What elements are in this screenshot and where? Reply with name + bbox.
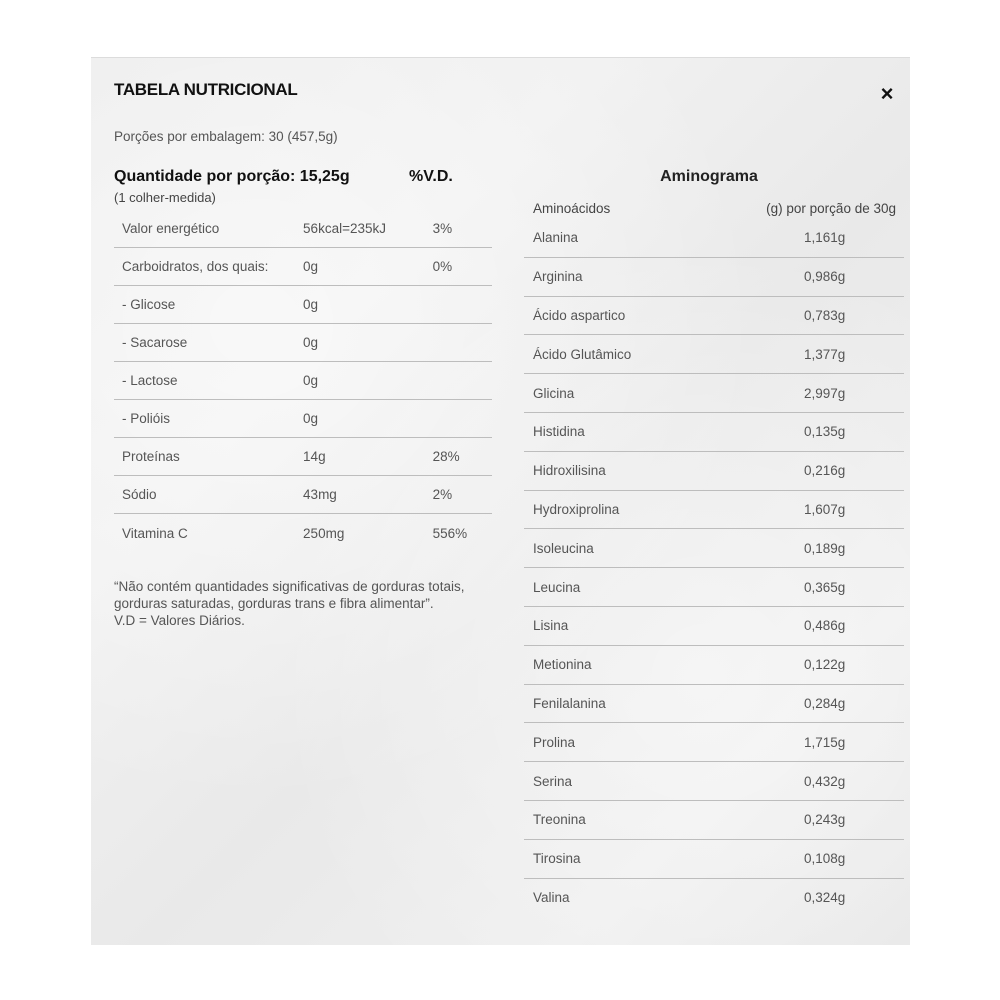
amino-value: 1,377g	[804, 346, 846, 362]
nutrient-name: Carboidratos, dos quais:	[122, 259, 269, 274]
aminogram-col-value: (g) por porção de 30g	[766, 201, 896, 216]
aminogram-table	[524, 219, 904, 917]
table-row	[524, 762, 904, 801]
table-row	[524, 607, 904, 646]
amino-name: Ácido Glutâmico	[533, 346, 632, 362]
table-row	[114, 286, 492, 324]
amino-name: Arginina	[533, 269, 583, 285]
table-row	[524, 879, 904, 918]
table-row	[524, 452, 904, 491]
nutrient-vd: 28%	[432, 449, 460, 464]
nutrient-amount: 14g	[303, 449, 326, 464]
amino-value: 0,122g	[804, 657, 846, 673]
portion-measure: (1 colher-medida)	[114, 190, 216, 205]
close-icon[interactable]: ×	[880, 81, 894, 106]
nutrient-vd: 2%	[432, 487, 453, 502]
amino-name: Tirosina	[533, 851, 581, 867]
nutrient-vd: 0%	[432, 259, 453, 274]
aminogram-col-name: Aminoácidos	[533, 201, 611, 216]
amino-value: 2,997g	[804, 385, 846, 401]
amino-value: 0,432g	[804, 773, 846, 789]
amino-value: 0,324g	[804, 890, 846, 906]
table-row	[524, 685, 904, 724]
amino-name: Leucina	[533, 579, 581, 595]
table-row	[114, 438, 492, 476]
amino-name: Ácido aspartico	[533, 307, 626, 323]
nutrient-name: - Sacarose	[122, 335, 188, 350]
nutrient-amount: 0g	[303, 335, 319, 350]
nutrient-name: - Polióis	[122, 411, 171, 426]
nutrient-name: Valor energético	[122, 221, 220, 236]
table-row	[114, 400, 492, 438]
amino-value: 1,161g	[804, 230, 846, 246]
nutrient-amount: 56kcal=235kJ	[303, 221, 386, 236]
aminogram-header	[524, 201, 904, 216]
table-row	[524, 335, 904, 374]
table-row	[524, 297, 904, 336]
table-row	[114, 324, 492, 362]
aminogram-section	[524, 168, 904, 917]
vd-column-label: %V.D.	[409, 168, 453, 185]
amino-value: 1,715g	[804, 734, 846, 750]
nutrient-vd: 556%	[432, 525, 468, 541]
amino-name: Valina	[533, 890, 570, 906]
servings-per-package: Porções por embalagem: 30 (457,5g)	[114, 129, 338, 144]
amino-name: Isoleucina	[533, 540, 594, 556]
amino-name: Hydroxiprolina	[533, 501, 620, 517]
amino-value: 0,486g	[804, 618, 846, 634]
table-row	[114, 514, 492, 552]
nutrient-name: Vitamina C	[122, 525, 188, 541]
nutrient-amount: 250mg	[303, 525, 345, 541]
nutrient-name: Proteínas	[122, 449, 180, 464]
nutrient-vd: 3%	[432, 221, 453, 236]
amino-name: Treonina	[533, 812, 586, 828]
nutrition-facts-section	[114, 168, 492, 629]
table-row	[114, 476, 492, 514]
portion-size-label: Quantidade por porção: 15,25g	[114, 168, 350, 185]
aminogram-title: Aminograma	[660, 168, 758, 185]
table-row	[114, 248, 492, 286]
amino-name: Histidina	[533, 424, 585, 440]
amino-name: Metionina	[533, 657, 592, 673]
amino-value: 0,189g	[804, 540, 846, 556]
footnote-vd-definition: V.D = Valores Diários.	[114, 613, 245, 628]
amino-value: 1,607g	[804, 501, 846, 517]
amino-value: 0,365g	[804, 579, 846, 595]
table-row	[524, 840, 904, 879]
amino-value: 0,135g	[804, 424, 846, 440]
nutrient-amount: 0g	[303, 411, 319, 426]
amino-name: Hidroxilisina	[533, 463, 606, 479]
amino-value: 0,284g	[804, 695, 846, 711]
amino-name: Fenilalanina	[533, 695, 606, 711]
nutrient-name: - Lactose	[122, 373, 178, 388]
nutrient-amount: 0g	[303, 373, 319, 388]
table-row	[114, 362, 492, 400]
nutrient-name: - Glicose	[122, 297, 176, 312]
table-row	[524, 219, 904, 258]
amino-value: 0,108g	[804, 851, 846, 867]
modal-title: TABELA NUTRICIONAL	[114, 80, 298, 99]
table-row	[524, 413, 904, 452]
nutrient-name: Sódio	[122, 487, 157, 502]
table-row	[524, 646, 904, 685]
footnote	[114, 578, 474, 629]
amino-name: Glicina	[533, 385, 575, 401]
amino-value: 0,216g	[804, 463, 846, 479]
amino-name: Alanina	[533, 230, 579, 246]
amino-value: 0,783g	[804, 307, 846, 323]
nutrient-amount: 43mg	[303, 487, 337, 502]
nutrient-amount: 0g	[303, 297, 319, 312]
amino-name: Lisina	[533, 618, 569, 634]
table-row	[524, 723, 904, 762]
footnote-disclaimer: “Não contém quantidades significativas de gorduras totais, gorduras saturadas, gorduras trans e fibra alimentar”.	[114, 579, 465, 611]
table-row	[524, 374, 904, 413]
portion-header	[114, 168, 492, 186]
nutrition-table	[114, 210, 492, 552]
table-row	[114, 210, 492, 248]
nutrient-amount: 0g	[303, 259, 319, 274]
table-row	[524, 258, 904, 297]
nutrition-modal	[91, 57, 910, 945]
table-row	[524, 568, 904, 607]
table-row	[524, 529, 904, 568]
table-row	[524, 491, 904, 530]
amino-value: 0,243g	[804, 812, 846, 828]
amino-name: Prolina	[533, 734, 576, 750]
amino-value: 0,986g	[804, 269, 846, 285]
table-row	[524, 801, 904, 840]
amino-name: Serina	[533, 773, 573, 789]
